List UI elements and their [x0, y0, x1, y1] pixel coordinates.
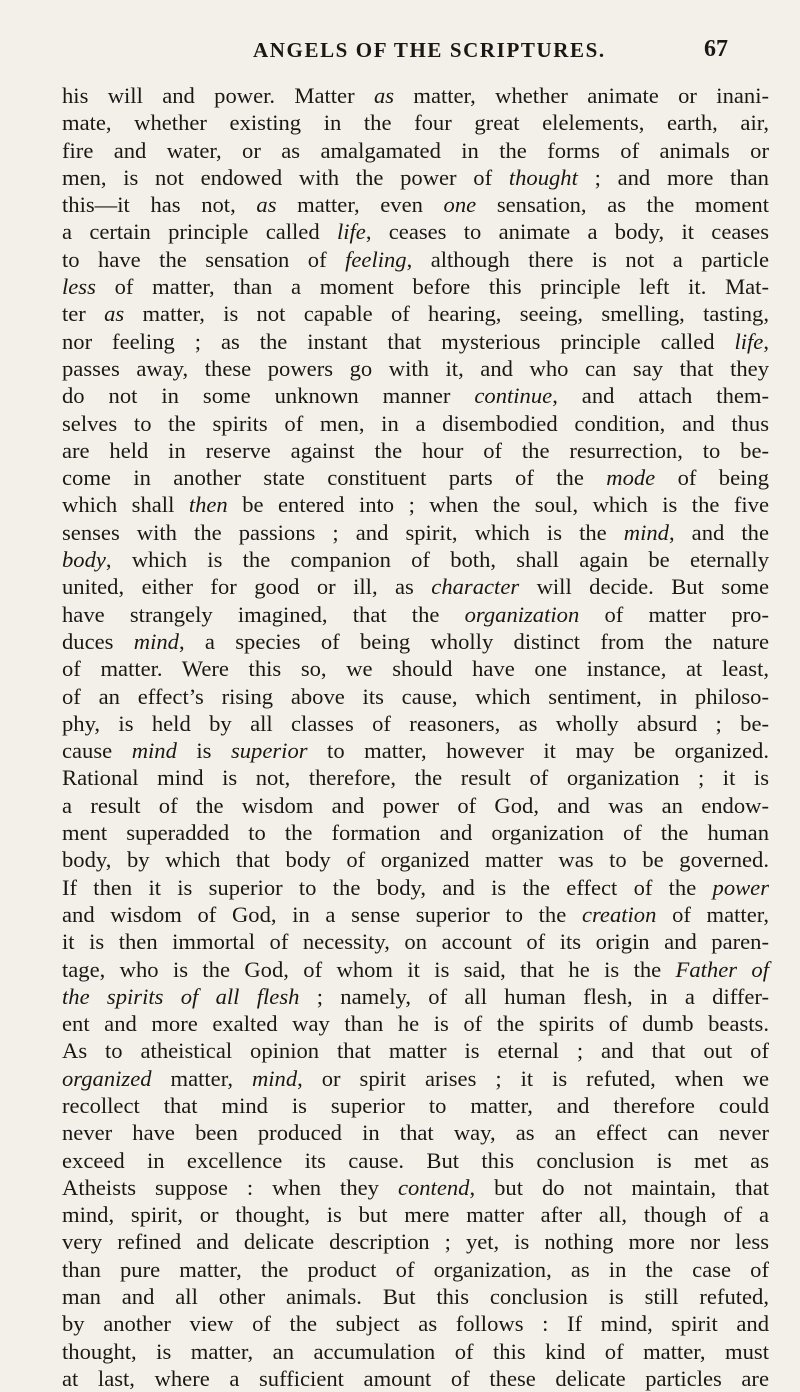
italic-text: thought — [508, 164, 578, 190]
text-segment: selves to the spirits of men, in a disembodied condition, and thus — [62, 410, 769, 436]
text-line — [62, 382, 769, 409]
text-segment: matter, is not capable of hearing, seeing, smelling, tasting, — [124, 301, 769, 327]
italic-text: creation — [581, 901, 657, 927]
text-segment: Rational mind is not, therefore, the result of organization ; it is — [62, 765, 769, 791]
text-segment: which shall — [62, 492, 189, 518]
text-line — [62, 573, 769, 600]
text-line — [62, 1283, 769, 1310]
italic-text: mind — [131, 738, 177, 764]
italic-text: organization — [464, 601, 580, 627]
text-line — [62, 956, 769, 983]
text-segment: of matter. Were this so, we should have one instance, at least, — [62, 656, 769, 682]
italic-text: character — [431, 574, 520, 600]
text-line — [62, 1147, 769, 1174]
italic-text: mind — [133, 628, 179, 654]
text-segment: at last, where a sufficient amount of these delicate particles are — [62, 1365, 769, 1391]
text-segment: If then it is superior to the body, and is the effect of the — [62, 874, 713, 900]
text-line — [62, 901, 769, 928]
text-line — [62, 1092, 769, 1119]
text-line — [62, 109, 769, 136]
italic-text: contend — [397, 1174, 470, 1200]
text-segment: and wisdom of God, in a sense superior to the — [62, 901, 582, 927]
text-segment: to matter, however it may be organized. — [307, 738, 769, 764]
italic-text: superior — [230, 738, 308, 764]
italic-text: as — [256, 192, 277, 218]
text-segment: sensation, as the moment — [476, 192, 769, 218]
text-segment: never have been produced in that way, as an effect can never — [62, 1120, 769, 1146]
text-segment: of being — [655, 465, 769, 491]
text-line — [62, 1119, 769, 1146]
text-segment: have strangely imagined, that the — [62, 601, 465, 627]
text-line — [62, 437, 769, 464]
text-line — [62, 928, 769, 955]
text-line — [62, 819, 769, 846]
italic-text: as — [104, 301, 125, 327]
text-segment: than pure matter, the product of organization, as in the case of — [62, 1256, 769, 1282]
italic-text: mode — [606, 465, 656, 491]
text-segment: , although there is not a particle — [406, 246, 770, 272]
text-line — [62, 683, 769, 710]
text-line — [62, 846, 769, 873]
text-segment: phy, is held by all classes of reasoners, as wholly absurd ; be- — [62, 710, 769, 736]
text-segment: a result of the wisdom and power of God, and was an endow- — [62, 792, 769, 818]
text-segment: matter, — [151, 1065, 252, 1091]
text-line — [62, 1010, 769, 1037]
italic-text: less — [62, 274, 96, 300]
text-line — [62, 246, 769, 273]
text-segment: , or spirit arises ; it is refuted, when we — [297, 1065, 769, 1091]
text-line — [62, 1310, 769, 1337]
italic-text: as — [373, 83, 395, 108]
italic-text: life — [734, 328, 764, 354]
italic-text: the spirits of all flesh — [62, 983, 300, 1009]
text-line — [62, 273, 769, 300]
text-segment: be entered into ; when the soul, which is the five — [227, 492, 769, 518]
text-line — [62, 1065, 769, 1092]
text-segment: of matter pro- — [579, 601, 769, 627]
text-line — [62, 137, 769, 164]
text-segment: , and attach them- — [552, 383, 769, 409]
text-segment: , but do not maintain, that — [469, 1174, 769, 1200]
text-line — [62, 764, 769, 791]
text-line — [62, 1037, 769, 1064]
text-segment: duces — [62, 628, 134, 654]
text-segment: are held in reserve against the hour of the resurrection, to be- — [62, 437, 769, 463]
text-line — [62, 1228, 769, 1255]
text-segment: thought, is matter, an accumulation of this kind of matter, must — [62, 1338, 769, 1364]
text-segment: ment superadded to the formation and organization of the human — [62, 820, 769, 846]
text-segment: his will and power. Matter — [62, 83, 374, 108]
italic-text: one — [443, 192, 477, 218]
text-segment: recollect that mind is superior to matter, and therefore could — [62, 1092, 769, 1118]
text-segment: ; namely, of all human flesh, in a differ- — [299, 983, 769, 1009]
text-line — [62, 355, 769, 382]
text-segment: of matter, than a moment before this principle left it. Mat- — [95, 274, 769, 300]
text-line — [62, 218, 769, 245]
text-segment: , which is the companion of both, shall again be eternally — [105, 547, 769, 573]
text-segment: will decide. But some — [519, 574, 769, 600]
text-segment: man and all other animals. But this conclusion is still refuted, — [62, 1284, 769, 1310]
text-line — [62, 1256, 769, 1283]
text-segment: Atheists suppose : when they — [62, 1174, 398, 1200]
text-segment: this—it has not, — [62, 192, 257, 218]
text-segment: matter, whether animate or inani- — [394, 83, 769, 108]
text-segment: it is then immortal of necessity, on account of its origin and paren- — [62, 929, 769, 955]
text-line — [62, 328, 769, 355]
text-segment: fire and water, or as amalgamated in the forms of animals or — [62, 137, 769, 163]
text-line — [62, 464, 769, 491]
text-segment: , and the — [668, 519, 769, 545]
text-line — [62, 82, 769, 109]
text-line — [62, 1201, 769, 1228]
text-segment: exceed in excellence its cause. But this conclusion is met as — [62, 1147, 769, 1173]
text-segment: , a species of being wholly distinct from the nature — [178, 628, 770, 654]
text-segment: of an effect’s rising above its cause, which sentiment, in philoso- — [62, 683, 769, 709]
text-line — [62, 628, 769, 655]
text-segment: is — [176, 738, 231, 764]
text-segment: ter — [62, 301, 105, 327]
text-line — [62, 546, 769, 573]
running-head — [0, 32, 800, 72]
text-line — [62, 1174, 769, 1201]
text-line — [62, 874, 769, 901]
text-line — [62, 710, 769, 737]
text-segment: nor feeling ; as the instant that mysterious principle called — [62, 328, 735, 354]
italic-text: mind — [623, 519, 669, 545]
text-line — [62, 655, 769, 682]
text-line — [62, 164, 769, 191]
text-segment: matter, even — [276, 192, 444, 218]
text-segment: ; and more than — [577, 164, 769, 190]
text-segment: body, by which that body of organized matter was to be governed. — [62, 847, 769, 873]
italic-text: life — [336, 219, 366, 245]
text-line — [62, 1365, 769, 1392]
text-segment: come in another state constituent parts of the — [62, 465, 607, 491]
text-segment: men, is not endowed with the power of — [62, 164, 509, 190]
italic-text: continue — [474, 383, 553, 409]
text-line — [62, 601, 769, 628]
text-segment: very refined and delicate description ; yet, is nothing more nor less — [62, 1229, 769, 1255]
text-line — [62, 191, 769, 218]
text-segment: passes away, these powers go with it, and who can say that they — [62, 355, 769, 381]
italic-text: power — [712, 874, 769, 900]
text-line — [62, 519, 769, 546]
text-line — [62, 983, 769, 1010]
body-text — [62, 82, 769, 1392]
text-line — [62, 1338, 769, 1365]
text-segment: tage, who is the God, of whom it is said, that he is the — [62, 956, 676, 982]
text-segment: a certain principle called — [62, 219, 337, 245]
italic-text: body — [62, 547, 106, 573]
italic-text: feeling — [345, 246, 407, 272]
italic-text: Father of — [675, 956, 769, 982]
text-segment: mind, spirit, or thought, is but mere matter after all, though of a — [62, 1202, 769, 1228]
italic-text: then — [188, 492, 228, 518]
text-segment: of matter, — [656, 901, 770, 927]
text-line — [62, 737, 769, 764]
running-title: ANGELS OF THE SCRIPTURES. — [253, 38, 606, 62]
italic-text: mind — [251, 1065, 298, 1091]
text-line — [62, 410, 769, 437]
text-segment: ent and more exalted way than he is of the spirits of dumb beasts. — [62, 1011, 769, 1037]
text-segment: , ceases to animate a body, it ceases — [365, 219, 769, 245]
text-segment: by another view of the subject as follows : If mind, spirit and — [62, 1311, 769, 1337]
text-segment: united, either for good or ill, as — [62, 574, 432, 600]
text-segment: mate, whether existing in the four great elelements, earth, air, — [62, 110, 769, 136]
text-segment: do not in some unknown manner — [62, 383, 475, 409]
text-segment: , — [763, 328, 769, 354]
text-line — [62, 792, 769, 819]
text-line — [62, 300, 769, 327]
page-number: 67 — [704, 36, 728, 62]
text-segment: cause — [62, 738, 132, 764]
text-segment: to have the sensation of — [62, 246, 346, 272]
italic-text: organized — [62, 1065, 152, 1091]
text-segment: senses with the passions ; and spirit, which is the — [62, 519, 624, 545]
text-line — [62, 491, 769, 518]
text-segment: As to atheistical opinion that matter is eternal ; and that out of — [62, 1038, 769, 1064]
